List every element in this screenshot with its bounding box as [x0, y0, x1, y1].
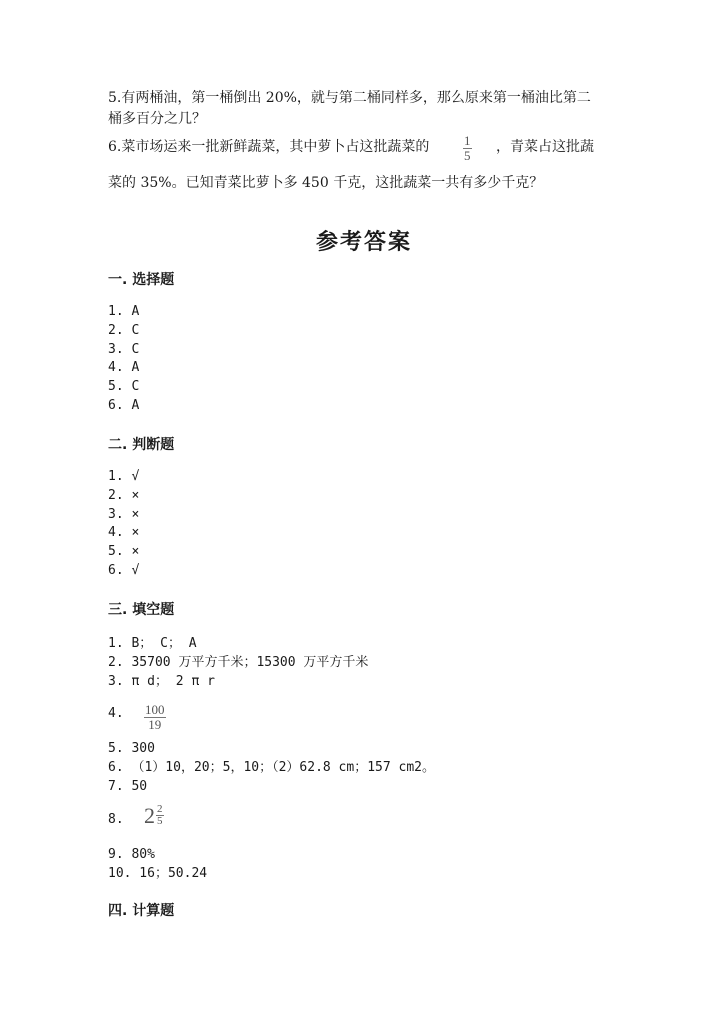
answer-item: 1. B； C； A [108, 636, 197, 651]
answer-item: 6. （1）10，20；5，10；（2）62.8 cm；157 cm2。 [108, 760, 435, 775]
answer-item: 2. × [108, 487, 140, 503]
answer-item: 4. A [108, 360, 140, 376]
section-fill-title: 三. 填空题 [108, 602, 175, 618]
question-6-line-1-start: 6.菜市场运来一批新鲜蔬菜，其中萝卜占这批蔬菜的 [108, 139, 430, 155]
question-5-line-1: 5.有两桶油，第一桶倒出 20%，就与第二桶同样多，那么原来第一桶油比第二 [108, 90, 591, 106]
answer-item-4-label: 4. [108, 706, 124, 721]
fraction-numerator: 1 [464, 133, 471, 148]
answer-item: 5. × [108, 544, 140, 560]
answer-item: 9. 80% [108, 847, 155, 862]
answers-title: 参考答案 [316, 230, 413, 255]
section-choice-answers [108, 303, 139, 416]
answer-item: 3. π d； 2 π r [108, 674, 215, 689]
section-choice-title: 一. 选择题 [108, 272, 175, 288]
fraction-numerator: 100 [145, 702, 165, 717]
answer-item: 4. × [108, 525, 140, 541]
fraction-denominator: 5 [157, 815, 163, 827]
answer-item: 2. 35700 万平方千米；15300 万平方千米 [108, 655, 369, 670]
answer-item-8-label: 8. [108, 812, 124, 827]
question-6-line-1-end: ，青菜占这批蔬 [496, 139, 594, 155]
mixed-number-whole: 2 [144, 802, 155, 828]
question-6-fraction [463, 130, 472, 163]
section-judge-answers [108, 468, 139, 581]
answer-item-8-mixed-number [144, 804, 164, 827]
answer-item: 10. 16；50.24 [108, 866, 208, 881]
answer-item: 5. C [108, 379, 140, 395]
answer-item: 2. C [108, 322, 140, 338]
fraction-denominator: 5 [464, 148, 471, 163]
answer-item: 3. C [108, 341, 140, 357]
section-calc-title: 四. 计算题 [108, 903, 175, 919]
fraction-numerator: 2 [157, 803, 163, 815]
section-judge-title: 二. 判断题 [108, 437, 175, 453]
answer-item: 7. 50 [108, 779, 148, 794]
answer-item: 3. × [108, 506, 140, 522]
answer-item: 6. A [108, 397, 140, 413]
answer-item: 1. √ [108, 469, 140, 484]
answer-item: 1. A [108, 304, 140, 319]
answer-item: 5. 300 [108, 741, 155, 756]
fraction-denominator: 19 [148, 717, 162, 732]
answer-item-4-fraction [144, 699, 166, 732]
answer-item: 6. √ [108, 562, 140, 578]
question-6-line-2: 菜的 35%。已知青菜比萝卜多 450 千克，这批蔬菜一共有多少千克？ [108, 175, 544, 191]
question-5-line-2: 桶多百分之几？ [108, 111, 206, 127]
